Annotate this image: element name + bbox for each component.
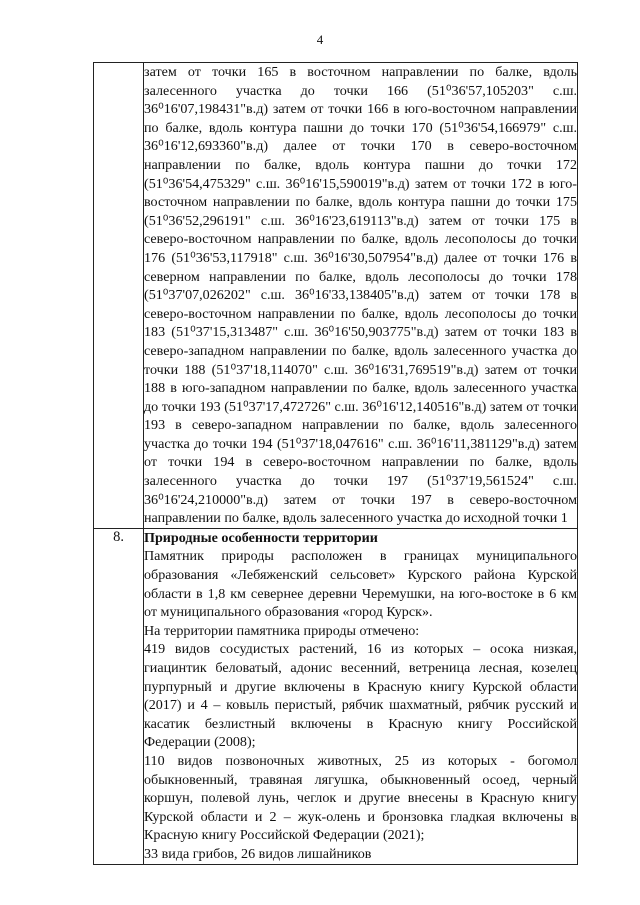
- location-paragraph: Памятник природы расположен в границах муниципального образования «Лебяженский сельсовет» Курского района Курской области в 1,8 км севернее деревни Черемушки, на юго-востоке в 6 км от муниципального образования «город Курск».: [144, 548, 577, 621]
- plants-paragraph: 419 видов сосудистых растений, 16 из которых – осока низкая, гиацинтик беловатый, адонис весенний, ветреница лесная, козелец пурпурный и другие включены в Красную книгу Курской области (2017) и 4 – ковыль перистый, рябчик шахматный, рябчик русский и касатик безлистный включены в Красную книгу Российской Федерации (2008);: [144, 641, 577, 751]
- table-row: [94, 63, 578, 529]
- natural-features-cell: [144, 528, 578, 864]
- animals-paragraph: 110 видов позвоночных животных, 25 из которых - богомол обыкновенный, травяная лягушка, обыкновенный осоед, черный коршун, полевой лунь, чеглок и другие внесены в Красную книгу Курской области и 2 – жук-олень и бронзовка гладкая включены в Красную книгу Российской Федерации (2021);: [144, 752, 577, 844]
- page-number: 4: [316, 32, 324, 47]
- route-description-cell: [144, 63, 578, 529]
- row-number-cell: [94, 63, 144, 529]
- table-row: [94, 528, 578, 864]
- route-description-text: затем от точки 165 в восточном направлении по балке, вдоль залесенного участка до точки 166 (51⁰36'57,105203" с.ш. 36⁰16'07,198431"в.д) затем от точки 166 в юго-восточном направлении по балке, вдоль контура пашни до точки 170 (51⁰36'54,166979" с.ш. 36⁰16'12,693360"в.д) далее от точки 170 в северо-восточном направлении по балке, вдоль контура пашни до точки 172 (51⁰36'54,475329" с.ш. 36⁰16'15,590019"в.д) затем от точки 172 в юго-восточном направлении по балке, вдоль контура пашни до точки 175 (51⁰36'52,296191" с.ш. 36⁰16'23,619113"в.д) затем от точки 175 в северо-восточном направлении по балке, вдоль лесополосы до точки 176 (51⁰36'53,117918" с.ш. 36⁰16'30,507954"в.д) далее от точки 176 в северном направлении по балке, вдоль лесополосы до точки 178 (51⁰37'07,026202" с.ш. 36⁰16'33,138405"в.д) затем от точки 178 в северо-восточном направлении по балке, вдоль лесополосы до точки 183 (51⁰37'15,313487" с.ш. 36⁰16'50,903775"в.д) затем от точки 183 в северо-западном направлении по балке, вдоль залесенного участка до точки 188 (51⁰37'18,114070" с.ш. 36⁰16'31,769519"в.д) затем от точки 188 в юго-западном направлении по балке, вдоль залесенного участка до точки 193 (51⁰37'17,472726" с.ш. 36⁰16'12,140516"в.д) затем от точки 193 в северо-западном направлении по балке, вдоль залесенного участка до точки 194 (51⁰37'18,047616" с.ш. 36⁰16'11,381129"в.д) затем от точки 194 в северо-восточном направлении по балке, вдоль залесенного участка до точки 197 (51⁰37'19,561524" с.ш. 36⁰16'24,210000"в.д) затем от точки 197 в северо-восточном направлении по балке, вдоль залесенного участка до исходной точки 1: [144, 64, 577, 527]
- row-number-cell: 8.: [94, 528, 144, 864]
- intro-paragraph: На территории памятника природы отмечено:: [144, 622, 420, 639]
- section-heading: Природные особенности территории: [144, 529, 378, 546]
- fungi-paragraph: 33 вида грибов, 26 видов лишайников: [144, 845, 372, 862]
- document-table: [93, 62, 578, 865]
